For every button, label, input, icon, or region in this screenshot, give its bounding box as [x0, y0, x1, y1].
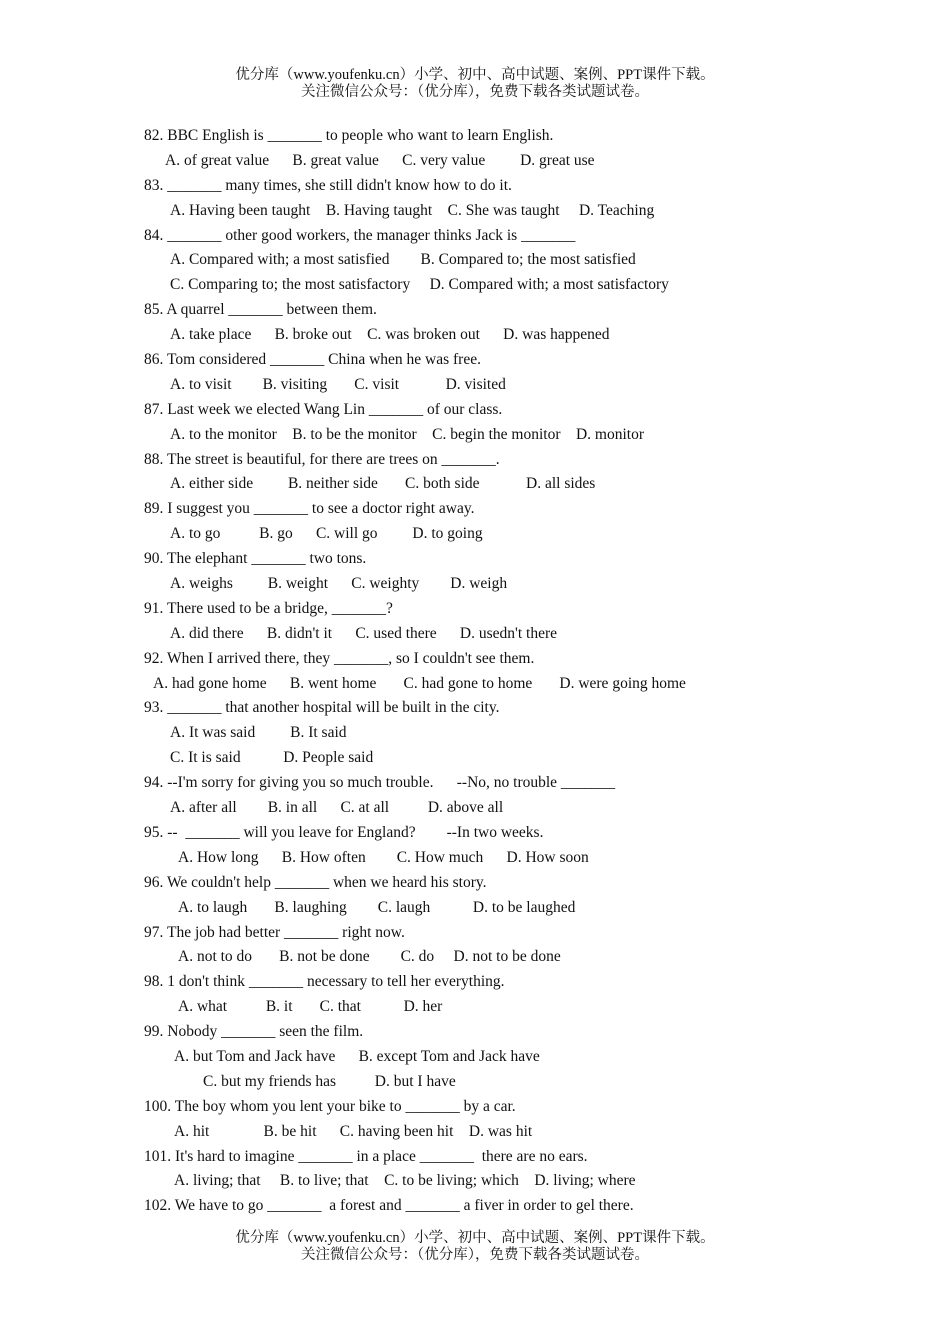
- question-stem: 85. A quarrel _______ between them.: [144, 301, 377, 319]
- question-stem: 95. -- _______ will you leave for England? --In two weeks.: [144, 823, 544, 841]
- question-stem: 82. BBC English is _______ to people who want to learn English.: [144, 127, 554, 144]
- question-stem: 97. The job had better _______ right now.: [144, 923, 405, 941]
- answer-options: A. to visit B. visiting C. visit D. visited: [170, 375, 506, 393]
- answer-options: C. but my friends has D. but I have: [203, 1072, 456, 1090]
- answer-options: A. take place B. broke out C. was broken out D. was happened: [170, 326, 610, 344]
- question-stem: 87. Last week we elected Wang Lin _______ of our class.: [144, 400, 503, 418]
- question-stem: 99. Nobody _______ seen the film.: [144, 1023, 364, 1041]
- answer-options: C. It is said D. People said: [170, 749, 374, 767]
- footer-line-1: 优分库（www.youfenku.cn）小学、初中、高中试题、案例、PPT课件下载。: [235, 1230, 715, 1246]
- question-list: [144, 124, 924, 1219]
- answer-options: A. living; that B. to live; that C. to be living; which D. living; where: [174, 1172, 636, 1190]
- question-stem: 101. It's hard to imagine _______ in a place _______ there are no ears.: [144, 1147, 588, 1165]
- question-stem: 91. There used to be a bridge, _______?: [144, 599, 393, 617]
- question-stem: 102. We have to go _______ a forest and _______ a fiver in order to gel there.: [144, 1197, 634, 1215]
- footer-line-2: 关注微信公众号：（优分库），免费下载各类试题试卷。: [301, 1247, 649, 1263]
- answer-options: C. Comparing to; the most satisfactory D. Compared with; a most satisfactory: [170, 276, 669, 294]
- question-stem: 89. I suggest you _______ to see a doctor right away.: [144, 500, 475, 518]
- answer-options: A. but Tom and Jack have B. except Tom and Jack have: [174, 1047, 540, 1065]
- answer-options: A. of great value B. great value C. very value D. great use: [165, 151, 595, 169]
- question-stem: 93. _______ that another hospital will be built in the city.: [144, 699, 500, 717]
- answer-options: A. after all B. in all C. at all D. above all: [170, 799, 504, 817]
- page-footer: [0, 1230, 950, 1264]
- answer-options: A. not to do B. not be done C. do D. not to be done: [178, 948, 561, 966]
- question-stem: 94. --I'm sorry for giving you so much trouble. --No, no trouble _______: [144, 774, 616, 792]
- answer-options: A. to laugh B. laughing C. laugh D. to be laughed: [178, 898, 576, 916]
- question-stem: 90. The elephant _______ two tons.: [144, 550, 367, 568]
- answer-options: A. How long B. How often C. How much D. How soon: [178, 848, 589, 866]
- answer-options: A. Compared with; a most satisfied B. Compared to; the most satisfied: [170, 251, 636, 269]
- answer-options: A. did there B. didn't it C. used there D. usedn't there: [170, 624, 557, 642]
- question-stem: 92. When I arrived there, they _______, so I couldn't see them.: [144, 649, 535, 667]
- question-stem: 96. We couldn't help _______ when we heard his story.: [144, 873, 487, 891]
- header-line-1: 优分库（www.youfenku.cn）小学、初中、高中试题、案例、PPT课件下载。: [235, 67, 715, 83]
- answer-options: A. either side B. neither side C. both side D. all sides: [170, 475, 596, 493]
- answer-options: A. It was said B. It said: [170, 724, 347, 742]
- question-stem: 86. Tom considered _______ China when he was free.: [144, 351, 481, 369]
- answer-options: A. to go B. go C. will go D. to going: [170, 525, 483, 543]
- question-stem: 83. _______ many times, she still didn't know how to do it.: [144, 176, 512, 194]
- answer-options: A. Having been taught B. Having taught C. She was taught D. Teaching: [170, 201, 655, 219]
- question-stem: 100. The boy whom you lent your bike to _______ by a car.: [144, 1097, 516, 1115]
- header-line-2: 关注微信公众号：（优分库），免费下载各类试题试卷。: [301, 84, 649, 100]
- question-stem: 84. _______ other good workers, the manager thinks Jack is _______: [144, 226, 576, 244]
- answer-options: A. what B. it C. that D. her: [178, 998, 443, 1016]
- answer-options: A. weighs B. weight C. weighty D. weigh: [170, 575, 508, 593]
- answer-options: A. to the monitor B. to be the monitor C. begin the monitor D. monitor: [170, 425, 644, 443]
- question-stem: 88. The street is beautiful, for there are trees on _______.: [144, 450, 500, 468]
- answer-options: A. hit B. be hit C. having been hit D. was hit: [174, 1122, 533, 1140]
- page-header: [0, 67, 950, 101]
- answer-options: A. had gone home B. went home C. had gone to home D. were going home: [153, 674, 686, 692]
- question-stem: 98. 1 don't think _______ necessary to tell her everything.: [144, 973, 505, 991]
